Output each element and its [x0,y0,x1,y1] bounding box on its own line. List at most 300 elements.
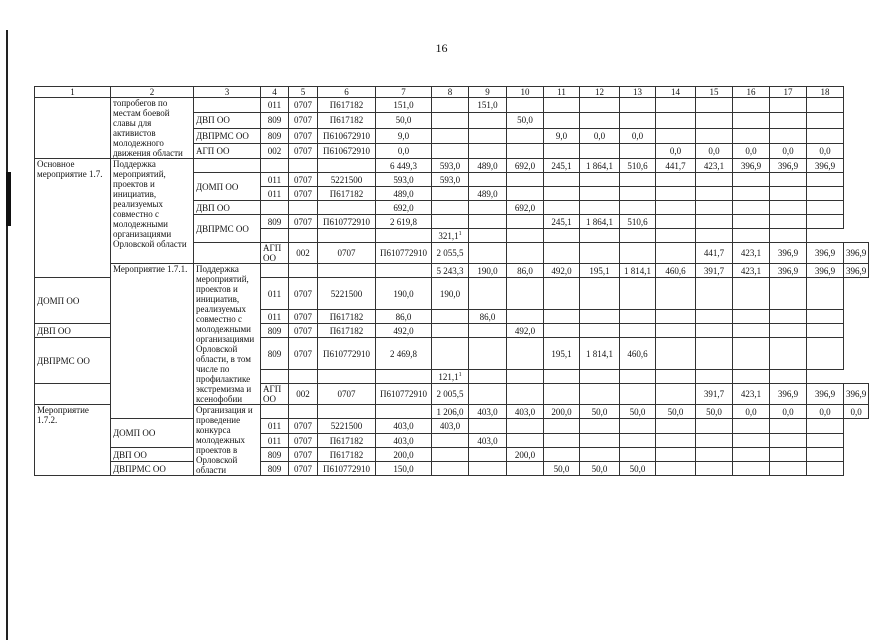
table-cell [770,338,807,370]
table-cell [261,201,289,215]
table-cell: 86,0 [507,264,544,278]
table-cell: П617182 [318,113,376,128]
table-cell: 0707 [289,419,318,434]
table-cell: 809 [261,324,289,338]
table-cell [696,201,733,215]
table-cell [194,159,261,173]
table-cell [544,143,580,158]
table-cell [807,173,844,187]
table-cell [733,128,770,143]
description-cell [35,384,111,405]
table-cell: П617182 [318,98,376,113]
description-cell: Поддержка мероприятий, проектов и инициатив, реализуемых совместно с молодежными организациями Орловской области [111,159,194,264]
table-cell [620,201,656,215]
table-cell: 0707 [289,173,318,187]
table-cell [620,187,656,201]
table-cell [507,128,544,143]
table-cell [807,434,844,448]
measure-cell: Основное мероприятие 1.7. [35,159,111,278]
table-cell: 492,0 [376,324,432,338]
table-cell: 200,0 [544,405,580,419]
table-cell: ДВПРМС ОО [194,128,261,143]
table-cell: 245,1 [544,215,580,229]
description-cell: топробегов по местам боевой славы для активистов молодежного движения области [111,98,194,159]
table-cell [507,338,544,370]
table-cell [318,405,376,419]
table-cell: 50,0 [656,405,696,419]
table-cell [656,370,696,384]
table-cell [544,187,580,201]
table-cell: 510,6 [620,159,656,173]
table-cell: П610772910 [376,384,432,405]
table-cell: 809 [261,338,289,370]
table-cell: 011 [261,187,289,201]
table-cell: 190,0 [432,278,469,310]
table-cell: 0707 [289,434,318,448]
table-cell: 403,0 [376,419,432,434]
table-cell: ДВПРМС ОО [194,215,261,243]
column-number: 6 [318,87,376,98]
table-cell [770,201,807,215]
table-cell: АГП ОО [194,143,261,158]
table-cell: 423,1 [733,243,770,264]
table-cell [696,173,733,187]
table-cell: 150,0 [376,462,432,476]
table-cell [807,113,844,128]
column-number: 2 [111,87,194,98]
table-cell: 809 [261,215,289,229]
table-row [35,419,869,434]
table-row [35,448,869,462]
table-cell [507,229,544,243]
table-cell [432,113,469,128]
scan-binding-mark [6,172,11,226]
table-cell [469,462,507,476]
table-cell [807,128,844,143]
table-cell [507,370,544,384]
table-cell [507,434,544,448]
table-cell: 396,9 [770,243,807,264]
table-cell [696,98,733,113]
table-cell [620,419,656,434]
table-cell [318,159,376,173]
table-cell [770,98,807,113]
table-cell [544,173,580,187]
table-cell [261,405,289,419]
measure-cell: Мероприятие 1.7.2. [35,405,111,476]
table-cell [696,338,733,370]
table-cell [432,462,469,476]
description-cell: Организация и проведение конкурса молодежных проектов в Орловской области [194,405,261,476]
table-cell [261,229,289,243]
table-cell: 9,0 [376,128,432,143]
column-number: 5 [289,87,318,98]
table-cell [507,215,544,229]
table-cell [807,201,844,215]
table-cell [656,324,696,338]
table-cell: 441,7 [696,243,733,264]
table-cell [580,173,620,187]
table-cell [620,448,656,462]
table-cell: 0,0 [844,405,869,419]
column-number: 7 [376,87,432,98]
table-cell [770,113,807,128]
table-cell: АГП ОО [261,384,289,405]
table-cell [376,405,432,419]
column-number: 17 [770,87,807,98]
table-cell [770,310,807,324]
table-cell: 692,0 [507,201,544,215]
table-cell [770,434,807,448]
measure-cell: Мероприятие 1.7.1. [111,264,194,419]
table-cell: П610772910 [318,215,376,229]
table-cell: 011 [261,98,289,113]
table-cell: 0,0 [807,405,844,419]
table-cell: 011 [261,310,289,324]
table-cell [620,310,656,324]
table-cell: 1 814,1 [620,264,656,278]
table-cell [696,187,733,201]
table-cell: П610672910 [318,128,376,143]
table-cell [469,173,507,187]
table-cell [656,434,696,448]
table-cell [620,370,656,384]
table-cell [656,278,696,310]
table-cell [469,448,507,462]
table-cell: 0707 [289,324,318,338]
table-cell: 1 864,1 [580,215,620,229]
table-cell: 0,0 [620,128,656,143]
table-cell [770,419,807,434]
table-cell: 2 005,5 [432,384,469,405]
table-cell: ДОМП ОО [194,173,261,201]
table-cell [469,229,507,243]
table-cell [656,215,696,229]
table-cell [807,187,844,201]
table-cell: 809 [261,462,289,476]
table-cell [507,310,544,324]
table-cell [580,229,620,243]
column-number: 8 [432,87,469,98]
table-cell: 403,0 [469,405,507,419]
table-cell: ДВП ОО [111,448,194,462]
table-cell [733,173,770,187]
footnote-value-cell [432,370,469,384]
table-cell [656,229,696,243]
table-cell [469,384,507,405]
table-cell [620,434,656,448]
table-cell: 396,9 [844,243,869,264]
table-cell [544,113,580,128]
table-cell [620,173,656,187]
table-cell [580,448,620,462]
table-cell [261,264,289,278]
table-cell: 423,1 [696,159,733,173]
table-cell [770,173,807,187]
table-cell: 50,0 [544,462,580,476]
table-cell [544,384,580,405]
table-cell [580,187,620,201]
table-cell: 2 469,8 [376,338,432,370]
table-cell [469,201,507,215]
table-cell [376,229,432,243]
table-cell [580,113,620,128]
table-cell: 692,0 [376,201,432,215]
table-cell [318,201,376,215]
table-cell: 423,1 [733,384,770,405]
table-cell: 391,7 [696,384,733,405]
table-cell: 809 [261,128,289,143]
table-cell [807,448,844,462]
table-cell: 5 243,3 [432,264,469,278]
table-cell: 0,0 [376,143,432,158]
table-cell [432,201,469,215]
table-cell [580,434,620,448]
table-cell [696,448,733,462]
footnote-marker: 1 [458,230,462,237]
footnote-marker: 1 [458,371,462,378]
table-cell [469,278,507,310]
table-cell [289,201,318,215]
table-cell [580,310,620,324]
table-cell: 809 [261,113,289,128]
table-cell: 396,9 [807,264,844,278]
table-cell: 50,0 [620,462,656,476]
table-cell [507,243,544,264]
table-cell [289,370,318,384]
table-cell [544,98,580,113]
table-cell: 011 [261,173,289,187]
table-cell: 195,1 [580,264,620,278]
table-cell [318,229,376,243]
table-cell [544,278,580,310]
table-cell [620,113,656,128]
table-cell [770,370,807,384]
table-cell: П617182 [318,310,376,324]
table-cell: 50,0 [580,462,620,476]
column-number: 9 [469,87,507,98]
footnote-value: 121,1 [438,371,459,382]
table-cell [469,419,507,434]
table-cell [620,243,656,264]
description-cell: Поддержка мероприятий, проектов и инициатив, реализуемых совместно с молодежными организациями Орловской области, в том числе по профилактике экстремизма и ксенофобии [194,264,261,405]
table-cell [656,419,696,434]
table-cell: 396,9 [770,264,807,278]
table-cell: 50,0 [376,113,432,128]
table-cell [733,338,770,370]
table-cell: 0707 [318,243,376,264]
table-cell [432,98,469,113]
table-cell: 86,0 [376,310,432,324]
table-cell: 0,0 [733,143,770,158]
table-cell [656,243,696,264]
table-cell: П610672910 [318,143,376,158]
table-cell [696,434,733,448]
table-cell [696,113,733,128]
column-number: 14 [656,87,696,98]
group-total-row [35,264,869,278]
table-cell [469,338,507,370]
table-cell: ДВП ОО [194,201,261,215]
table-cell: П617182 [318,434,376,448]
table-cell: 396,9 [770,159,807,173]
table-cell [656,128,696,143]
table-cell: 391,7 [696,264,733,278]
table-cell [580,419,620,434]
column-number: 4 [261,87,289,98]
table-cell [656,310,696,324]
column-number: 15 [696,87,733,98]
table-cell [733,462,770,476]
table-cell: 50,0 [620,405,656,419]
table-cell: 460,6 [656,264,696,278]
table-cell [770,462,807,476]
table-cell [733,98,770,113]
table-cell: П617182 [318,448,376,462]
table-cell [194,98,261,113]
table-cell: 011 [261,278,289,310]
table-cell: 50,0 [507,113,544,128]
table-cell [770,215,807,229]
table-cell: 151,0 [469,98,507,113]
table-cell [544,324,580,338]
table-cell [733,419,770,434]
table-cell: 002 [289,384,318,405]
table-cell [656,201,696,215]
table-cell [770,324,807,338]
table-cell [770,187,807,201]
table-cell: 0,0 [733,405,770,419]
table-cell: 011 [261,419,289,434]
table-cell [580,98,620,113]
table-cell: 0707 [289,187,318,201]
table-cell [696,370,733,384]
table-cell: 190,0 [469,264,507,278]
table-cell: 1 814,1 [580,338,620,370]
table-cell: 396,9 [807,384,844,405]
table-cell [656,98,696,113]
table-cell [507,384,544,405]
table-cell [733,201,770,215]
table-cell [807,419,844,434]
table-cell [580,370,620,384]
table-cell [469,243,507,264]
table-cell: 0,0 [696,143,733,158]
table-cell: 692,0 [507,159,544,173]
table-cell [580,201,620,215]
group-total-row [35,159,869,173]
table-cell: 489,0 [376,187,432,201]
table-cell [289,229,318,243]
table-cell [507,98,544,113]
table-cell [696,229,733,243]
measure-cell [35,98,111,159]
table-cell [507,278,544,310]
table-cell [696,462,733,476]
table-row [35,98,869,113]
table-cell: 396,9 [733,159,770,173]
table-cell [289,405,318,419]
table-cell [656,384,696,405]
table-cell: 9,0 [544,128,580,143]
table-cell [807,324,844,338]
scan-edge-line [6,30,8,640]
table-cell [580,243,620,264]
table-cell [620,384,656,405]
table-cell [544,434,580,448]
table-cell [469,113,507,128]
table-cell [469,128,507,143]
table-cell [733,310,770,324]
table-cell [656,187,696,201]
table-cell: 396,9 [807,243,844,264]
table-cell [733,113,770,128]
table-cell [770,229,807,243]
table-cell: 403,0 [432,419,469,434]
table-cell [733,448,770,462]
table-cell [807,278,844,310]
table-cell [376,264,432,278]
table-cell: 0707 [289,462,318,476]
column-number: 18 [807,87,844,98]
table-cell: 0,0 [580,128,620,143]
table-cell [807,310,844,324]
table-cell [544,370,580,384]
table-cell [507,419,544,434]
table-cell [376,370,432,384]
table-cell: АГП ОО [261,243,289,264]
table-cell [289,159,318,173]
table-cell [507,462,544,476]
table-cell [733,324,770,338]
budget-table [34,86,869,476]
table-cell [507,143,544,158]
table-cell: 200,0 [376,448,432,462]
table-cell [620,143,656,158]
table-cell: 593,0 [432,159,469,173]
table-cell: ДОМП ОО [35,278,111,324]
table-cell [696,324,733,338]
table-cell: ДОМП ОО [111,419,194,448]
table-cell [544,201,580,215]
table-cell: 460,6 [620,338,656,370]
table-cell [544,310,580,324]
table-cell [469,215,507,229]
table-cell: П617182 [318,187,376,201]
table-cell [432,215,469,229]
table-cell: 423,1 [733,264,770,278]
table-cell [656,448,696,462]
table-cell: 809 [261,448,289,462]
table-cell [580,384,620,405]
table-cell [696,215,733,229]
table-cell [696,419,733,434]
table-cell [432,143,469,158]
table-cell: 396,9 [844,264,869,278]
table-cell [656,113,696,128]
table-cell [432,448,469,462]
table-cell: П610772910 [318,462,376,476]
table-cell: 593,0 [432,173,469,187]
table-cell: 190,0 [376,278,432,310]
table-cell: П610772910 [376,243,432,264]
table-cell [544,448,580,462]
table-cell: 403,0 [376,434,432,448]
table-cell [696,278,733,310]
table-cell [469,324,507,338]
table-cell [507,173,544,187]
table-cell [318,370,376,384]
